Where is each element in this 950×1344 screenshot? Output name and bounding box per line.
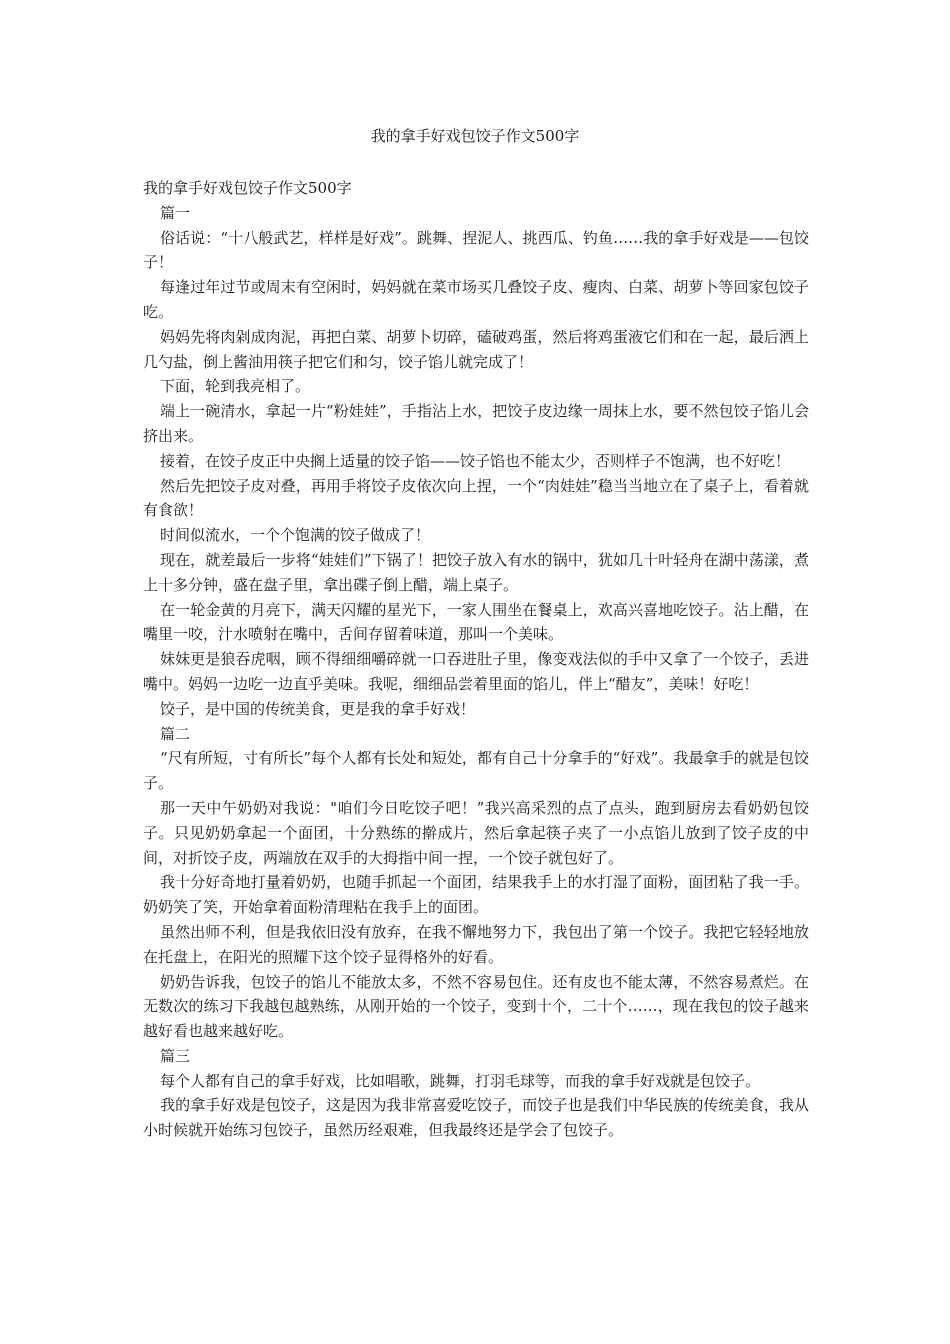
paragraph: 我的拿手好戏是包饺子，这是因为我非常喜爱吃饺子，而饺子也是我们中华民族的传统美食，我从小时候就开始练习包饺子，虽然历经艰难，但我最终还是学会了包饺子。 xyxy=(143,1096,809,1140)
paragraph: 妹妹更是狼吞虎咽，顾不得细细嚼碎就一口吞进肚子里，像变戏法似的手中又拿了一个饺子，丢进嘴中。妈妈一边吃一边直乎美味。我呢，细细品尝着里面的馅儿，伴上“醋友”，美味！好吃！ xyxy=(143,650,809,693)
document-body xyxy=(143,176,809,1143)
paragraph: 奶奶告诉我，包饺子的馅儿不能放太多，不然不容易包住。还有皮也不能太薄，不然容易煮烂。在无数次的练习下我越包越熟练，从刚开始的一个饺子，变到十个，二十个……，现在我包的饺子越来越好看也越来越好吃。 xyxy=(143,972,809,1041)
paragraph: 那一天中午奶奶对我说："咱们今日吃饺子吧！”我兴高采烈的点了点头，跑到厨房去看奶奶包饺子。只见奶奶拿起一个面团，十分熟练的擀成片，然后拿起筷子夹了一小点馅儿放到了饺子皮的中间，对折饺子皮，两端放在双手的大拇指中间一捏，一个饺子就包好了。 xyxy=(143,798,809,867)
paragraph: 在一轮金黄的月亮下，满天闪耀的星光下，一家人围坐在餐桌上，欢高兴喜地吃饺子。沾上醋，在嘴里一咬，汁水喷射在嘴中，舌间存留着味道，那叫一个美味。 xyxy=(143,600,809,644)
paragraph: 每逢过年过节或周末有空闲时，妈妈就在菜市场买几叠饺子皮、瘦肉、白菜、胡萝卜等回家包饺子吃。 xyxy=(143,278,809,321)
paragraph: “尺有所短，寸有所长”每个人都有长处和短处，都有自己十分拿手的“好戏”。我最拿手的就是包饺子。 xyxy=(143,749,809,793)
paragraph: 每个人都有自己的拿手好戏，比如唱歌，跳舞，打羽毛球等，而我的拿手好戏就是包饺子。 xyxy=(160,1071,761,1090)
paragraph: 虽然出师不利，但是我依旧没有放弃，在我不懈地努力下，我包出了第一个饺子。我把它轻轻地放在托盘上，在阳光的照耀下这个饺子显得格外的好看。 xyxy=(143,922,809,966)
paragraph: 端上一碗清水，拿起一片“粉娃娃”，手指沾上水，把饺子皮边缘一周抹上水，要不然包饺子馅儿会挤出来。 xyxy=(143,402,809,445)
paragraph: 俗话说：“十八般武艺，样样是好戏”。跳舞、捏泥人、挑西瓜、钓鱼……我的拿手好戏是——包饺子！ xyxy=(143,228,809,272)
paragraph: 然后先把饺子皮对叠，再用手将饺子皮依次向上捏，一个“肉娃娃”稳当当地立在了桌子上，看着就有食欲！ xyxy=(143,476,809,520)
section-heading: 篇三 xyxy=(160,1046,191,1065)
paragraph: 时间似流水，一个个饱满的饺子做成了！ xyxy=(160,526,431,545)
paragraph: 妈妈先将肉剁成肉泥，再把白菜、胡萝卜切碎，磕破鸡蛋，然后将鸡蛋液它们和在一起，最后洒上几勺盐，倒上酱油用筷子把它们和匀，饺子馅儿就完成了！ xyxy=(143,327,809,371)
paragraph: 现在，就差最后一步将“娃娃们”下锅了！把饺子放入有水的锅中，犹如几十叶轻舟在湖中荡漾，煮上十多分钟，盛在盘子里，拿出碟子倒上醋，端上桌子。 xyxy=(143,550,809,594)
body-title-line: 我的拿手好戏包饺子作文500字 xyxy=(143,179,352,197)
paragraph: 饺子，是中国的传统美食，更是我的拿手好戏！ xyxy=(160,699,476,718)
section-heading: 篇二 xyxy=(160,724,191,743)
paragraph: 下面，轮到我亮相了。 xyxy=(160,377,311,396)
paragraph: 我十分好奇地打量着奶奶，也随手抓起一个面团，结果我手上的水打湿了面粉，面团粘了我一手。奶奶笑了笑，开始拿着面粉清理粘在我手上的面团。 xyxy=(143,873,809,917)
document-title: 我的拿手好戏包饺子作文500字 xyxy=(370,127,580,145)
section-heading: 篇一 xyxy=(160,203,191,222)
paragraph: 接着，在饺子皮正中央搁上适量的饺子馅——饺子馅也不能太少，否则样子不饱满，也不好吃！ xyxy=(160,451,791,470)
